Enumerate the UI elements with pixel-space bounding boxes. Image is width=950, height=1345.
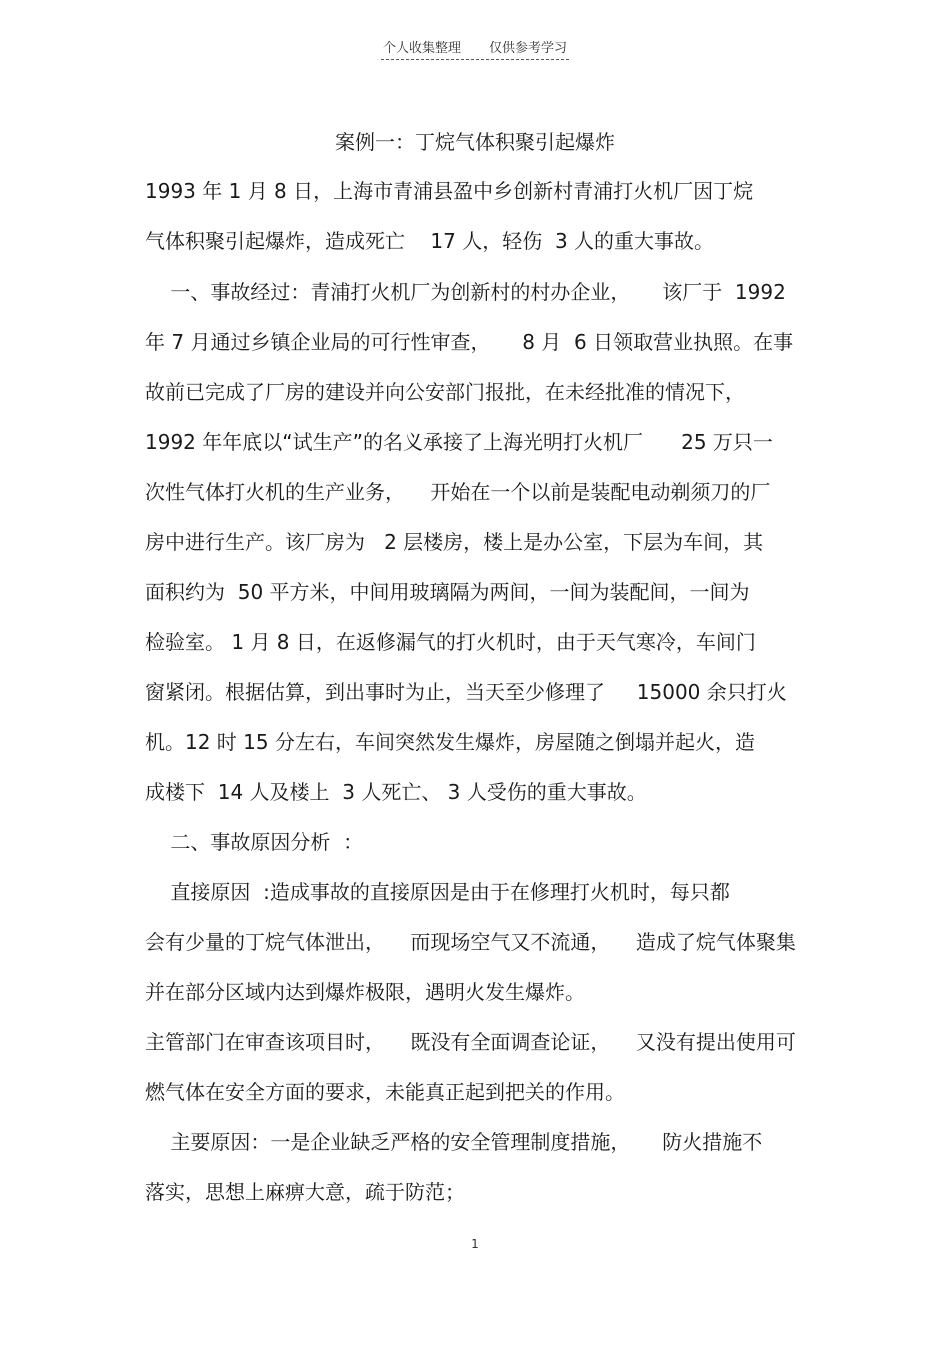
text-line: 检验室。 1 月 8 日，在返修漏气的打火机时，由于天气寒冷，车间门: [145, 630, 756, 654]
text-line: 直接原因 :造成事故的直接原因是由于在修理打火机时，每只都: [145, 880, 730, 904]
text-line: 窗紧闭。根据估算，到出事时为止，当天至少修理了 15000 余只打火: [145, 680, 787, 704]
text-line: 1993 年 1 月 8 日，上海市青浦县盈中乡创新村青浦打火机厂因丁烷: [145, 179, 754, 203]
text-line: 落实，思想上麻痹大意，疏于防范；: [145, 1180, 465, 1204]
text-line: 次性气体打火机的生产业务， 开始在一个以前是装配电动剃须刀的厂: [145, 480, 771, 504]
text-line: 一、事故经过：青浦打火机厂为创新村的村办企业， 该厂于 1992: [145, 280, 786, 304]
header-right-text: 仅供参考学习: [489, 41, 568, 56]
text-line: 会有少量的丁烷气体泄出， 而现场空气又不流通， 造成了烷气体聚集: [145, 930, 796, 954]
text-line: 主要原因：一是企业缺乏严格的安全管理制度措施， 防火措施不: [145, 1130, 763, 1154]
text-line: 房中进行生产。该厂房为 2 层楼房，楼上是办公室，下层为车间，其: [145, 530, 764, 554]
page-header: [0, 40, 950, 60]
page-number: 1: [471, 1237, 479, 1251]
text-line: 1992 年年底以“试生产”的名义承接了上海光明打火机厂 25 万只一: [145, 430, 773, 454]
text-line: 年 7 月通过乡镇企业局的可行性审查， 8 月 6 日领取营业执照。在事: [145, 330, 794, 354]
text-line: 并在部分区域内达到爆炸极限，遇明火发生爆炸。: [145, 980, 585, 1004]
text-line: 机。12 时 15 分左右，车间突然发生爆炸，房屋随之倒塌并起火，造: [145, 730, 755, 754]
text-line: 面积约为 50 平方米，中间用玻璃隔为两间，一间为装配间，一间为: [145, 580, 750, 604]
text-line: 成楼下 14 人及楼上 3 人死亡、 3 人受伤的重大事故。: [145, 780, 647, 804]
header-underline: [381, 40, 569, 60]
text-line: 气体积聚引起爆炸，造成死亡 17 人，轻伤 3 人的重大事故。: [145, 229, 715, 253]
text-line: 故前已完成了厂房的建设并向公安部门报批，在未经批准的情况下，: [145, 380, 745, 404]
text-line: 主管部门在审查该项目时， 既没有全面调查论证， 又没有提出使用可: [145, 1030, 796, 1054]
text-line: 二、事故原因分析 ：: [145, 830, 364, 854]
header-left-text: 个人收集整理: [382, 41, 461, 56]
document-title: 案例一：丁烷气体积聚引起爆炸: [335, 130, 615, 154]
text-line: 燃气体在安全方面的要求，未能真正起到把关的作用。: [145, 1080, 625, 1104]
